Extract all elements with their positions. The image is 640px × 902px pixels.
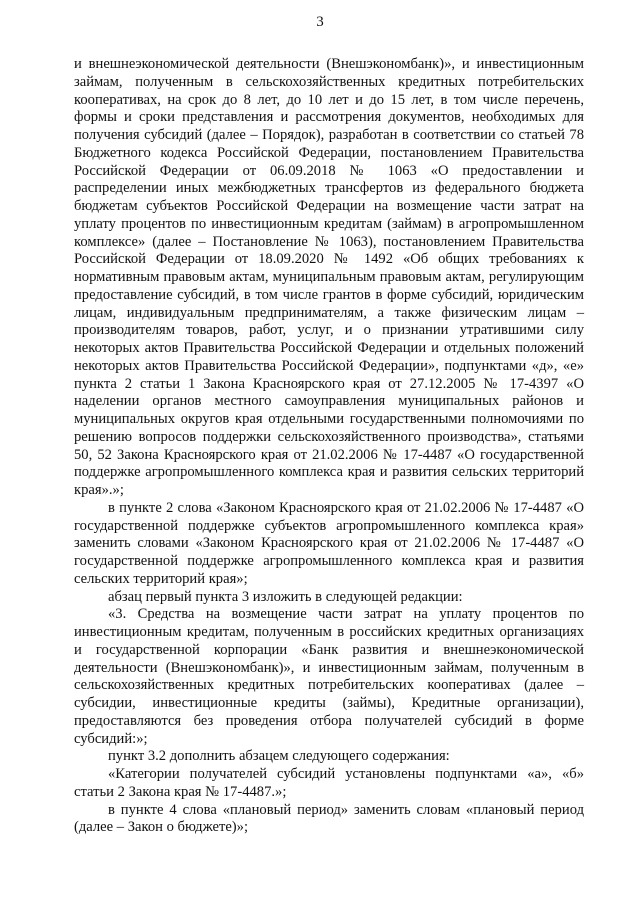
page-number: 3 [316, 14, 324, 30]
paragraph-item-4: в пункте 4 слова «плановый период» заменить словам «плановый период (далее – Закон о бюджете)»; [74, 801, 584, 836]
document-body [74, 56, 584, 837]
paragraph-item-3-text: «3. Средства на возмещение части затрат на уплату процентов по инвестиционным кредитам, полученным в российских кредитных организациях и государственной корпорации «Банк развития и внешнеэкономической деятельности (Внешэкономбанк)», и инвестиционным займам, полученным в сельскохозяйственных кредитных потребительских кооперативах (далее – субсидии, инвестиционные кредиты (займы), Кредитные организации), предоставляются без проведения отбора получателей субсидий в форме субсидий:»; [74, 606, 584, 747]
paragraph-item-3-2: пункт 3.2 дополнить абзацем следующего содержания: [108, 748, 450, 765]
paragraph-item-3-intro: абзац первый пункта 3 изложить в следующей редакции: [108, 588, 463, 605]
paragraph-continuation: и внешнеэкономической деятельности (Внешэкономбанк)», и инвестиционным займам, полученным в сельскохозяйственных кредитных потребительских кооперативах, на срок до 8 лет, до 10 лет и до 15 лет, в том числе перечень, формы и сроки представления и рассмотрения документов, необходимых для получения субсидий (далее – Порядок), разработан в соответствии со статьей 78 Бюджетного кодекса Российской Федерации, постановлением Правительства Российской Федерации от 06.09.2018 № 1063 «О предоставлении и распределении иных межбюджетных трансфертов из федерального бюджета бюджетам субъектов Российской Федерации на возмещение части затрат на уплату процентов по инвестиционным кредитам (займам) в агропромышленном комплексе» (далее – Постановление № 1063), постановлением Правительства Российской Федерации от 18.09.2020 № 1492 «Об общих требованиях к нормативным правовым актам, муниципальным правовым актам, регулирующим предоставление субсидий, в том числе грантов в форме субсидий, юридическим лицам, индивидуальным предпринимателям, а также физическим лицам – производителям товаров, работ, услуг, и о признании утратившими силу некоторых актов Правительства Российской Федерации и отдельных положений некоторых актов Правительства Российской Федерации», подпунктами «д», «е» пункта 2 статьи 1 Закона Красноярского края от 27.12.2005 № 17-4397 «О наделении органов местного самоуправления муниципальных районов и муниципальных округов края отдельными государственными полномочиями по решению вопросов поддержки сельскохозяйственного производства», статьями 50, 52 Закона Красноярского края от 21.02.2006 № 17-4487 «О государственной поддержке агропромышленного комплекса края и развития сельских территорий края».»; [74, 56, 584, 498]
paragraph-item-3-2-text: «Категории получателей субсидий установлены подпунктами «а», «б» статьи 2 Закона края № 17-4487.»; [74, 766, 584, 800]
paragraph-item-2: в пункте 2 слова «Законом Красноярского края от 21.02.2006 № 17-4487 «О государственной поддержке субъектов агропромышленного комплекса края» заменить словами «Законом Красноярского края от 21.02.2006 № 17-4487 «О государственной поддержке агропромышленного комплекса края и развития сельских территорий края»; [74, 499, 584, 587]
